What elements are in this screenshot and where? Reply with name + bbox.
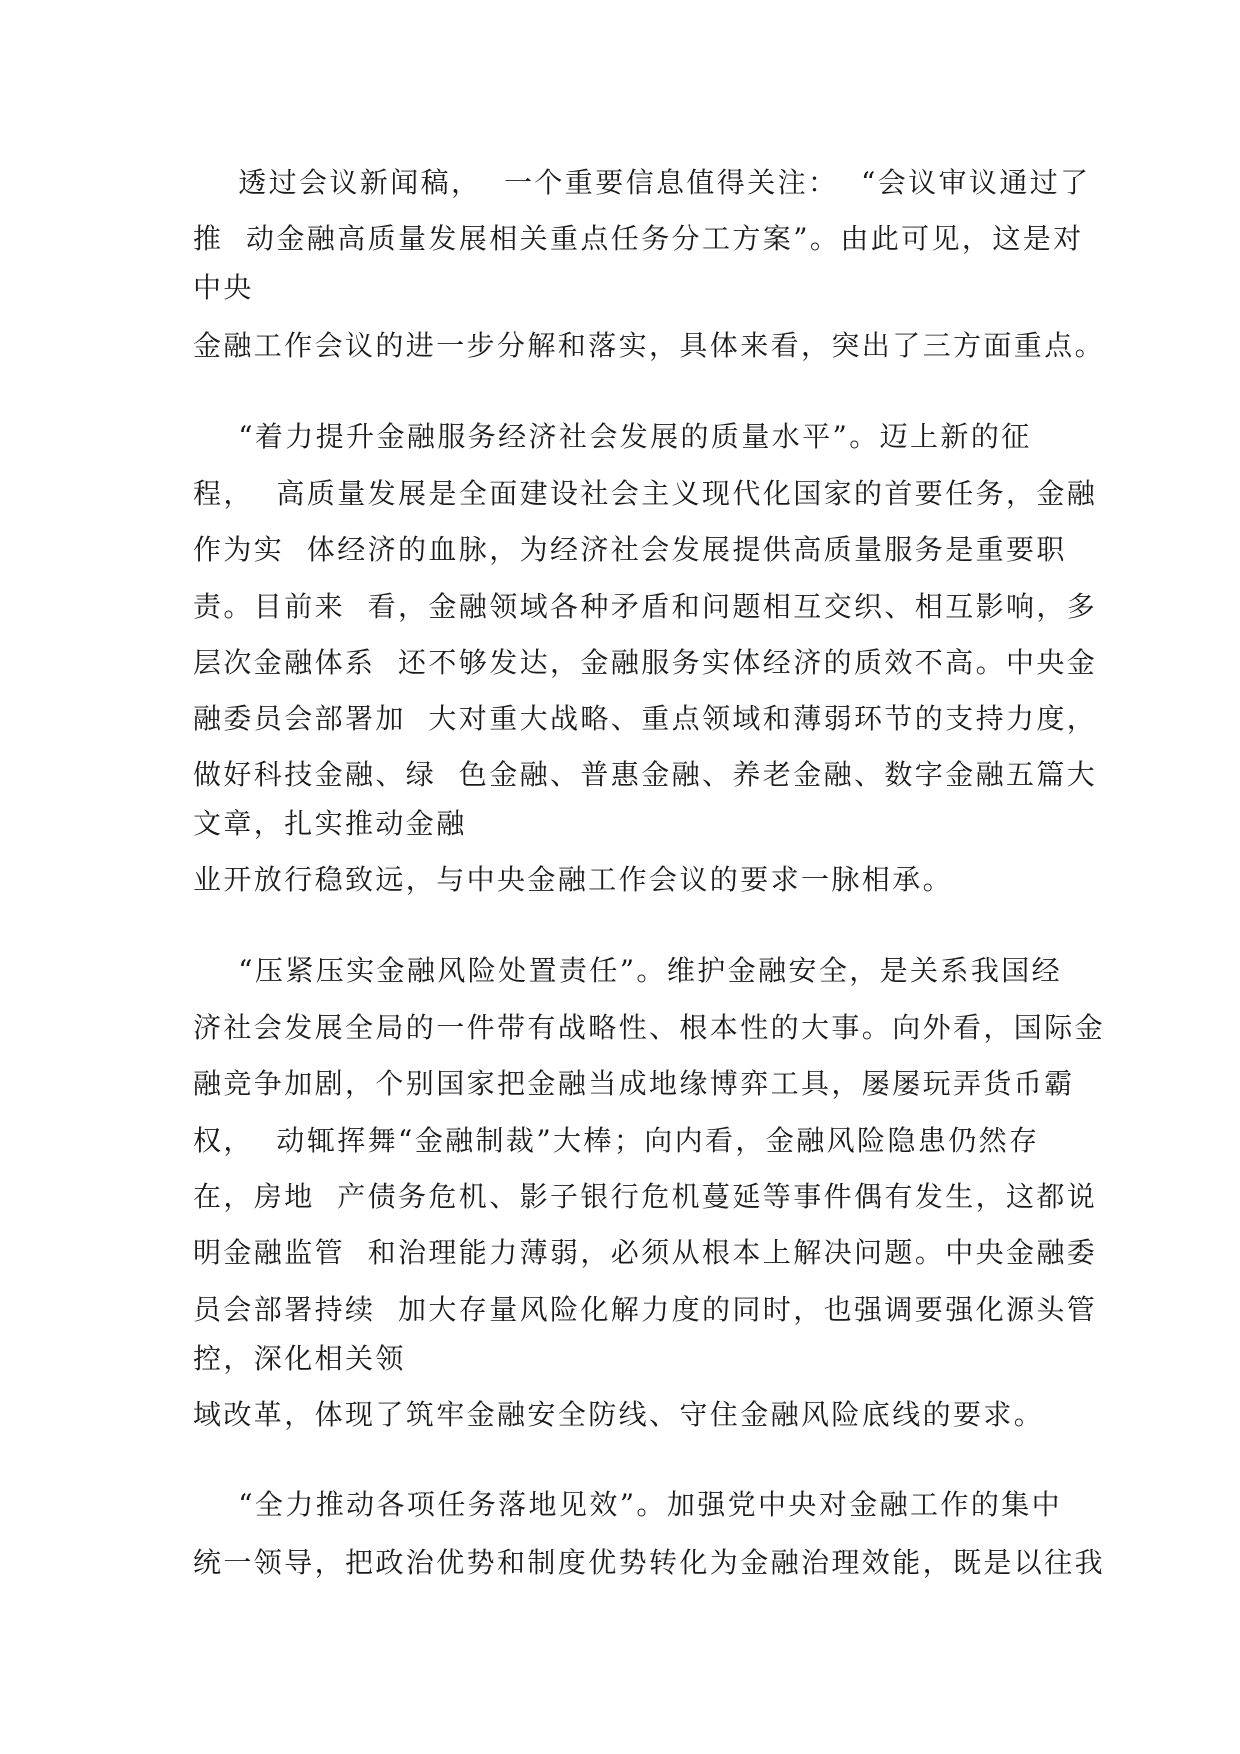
text-line: 作为实 体经济的血脉，为经济社会发展提供高质量服务是重要职 xyxy=(193,533,1067,566)
text-line: 在，房地 产债务危机、影子银行危机蔓延等事件偶有发生，这都说 xyxy=(193,1180,1098,1213)
text-line: 员会部署持续 加大存量风险化解力度的同时，也强调要强化源头管 xyxy=(193,1293,1098,1326)
text-line: 明金融监管 和治理能力薄弱，必须从根本上解决问题。中央金融委 xyxy=(193,1236,1098,1269)
text-line: 融竞争加剧，个别国家把金融当成地缘博弈工具，屡屡玩弄货币霸 xyxy=(193,1067,1075,1100)
text-line: 做好科技金融、绿 色金融、普惠金融、养老金融、数字金融五篇大 xyxy=(193,758,1098,791)
text-line: 程， 高质量发展是全面建设社会主义现代化国家的首要任务，金融 xyxy=(193,477,1098,510)
text-line: 融委员会部署加 大对重大战略、重点领域和薄弱环节的支持力度， xyxy=(193,702,1098,735)
text-line: 济社会发展全局的一件带有战略性、根本性的大事。向外看，国际金 xyxy=(193,1011,1106,1044)
text-line: 透过会议新闻稿， 一个重要信息值得关注： “会议审议通过了 xyxy=(193,166,1091,199)
text-line: “全力推动各项任务落地见效”。加强党中央对金融工作的集中 xyxy=(193,1488,1063,1521)
text-line: “压紧压实金融风险处置责任”。维护金融安全，是关系我国经 xyxy=(193,954,1063,987)
text-line: 中央 xyxy=(193,271,254,304)
text-line: 域改革，体现了筑牢金融安全防线、守住金融风险底线的要求。 xyxy=(193,1398,1045,1431)
text-line: 层次金融体系 还不够发达，金融服务实体经济的质效不高。中央金 xyxy=(193,646,1098,679)
text-line: 文章，扎实推动金融 xyxy=(193,807,467,840)
text-line: 业开放行稳致远，与中央金融工作会议的要求一脉相承。 xyxy=(193,863,954,896)
text-line: 推 动金融高质量发展相关重点任务分工方案”。由此可见，这是对 xyxy=(193,222,1084,255)
text-line: 责。目前来 看，金融领域各种矛盾和问题相互交织、相互影响，多 xyxy=(193,590,1098,623)
text-line: 权， 动辄挥舞“金融制裁”大棒；向内看，金融风险隐患仍然存 xyxy=(193,1124,1040,1157)
text-line: 统一领导，把政治优势和制度优势转化为金融治理效能，既是以往我 xyxy=(193,1546,1106,1579)
text-line: 金融工作会议的进一步分解和落实，具体来看，突出了三方面重点。 xyxy=(193,329,1106,362)
text-line: 控，深化相关领 xyxy=(193,1342,406,1375)
text-line: “着力提升金融服务经济社会发展的质量水平”。迈上新的征 xyxy=(193,420,1032,453)
